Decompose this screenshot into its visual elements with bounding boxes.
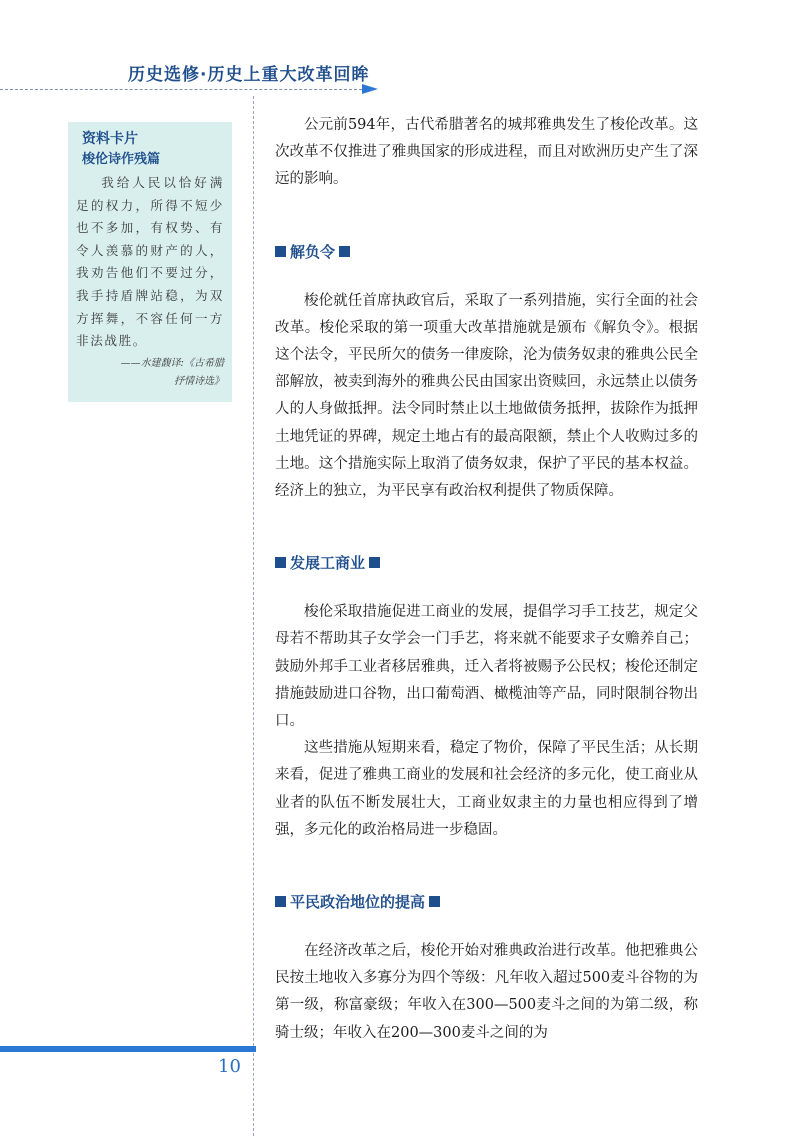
info-card-source-line2: 抒情诗选》 (174, 375, 224, 387)
section-heading-text: 平民政治地位的提高 (290, 893, 426, 912)
main-text (275, 112, 698, 1047)
arrow-icon (362, 84, 378, 94)
paragraph: 这些措施从短期来看，稳定了物价，保障了平民生活；从长期来看，促进了雅典工商业的发展和社会经济的多元化，使工商业从业者的队伍不断发展壮大，工商业奴隶主的力量也相应得到了增强，多元化的政治格局进一步稳固。 (275, 740, 698, 838)
section-heading-debt-relief (275, 240, 698, 264)
square-bullet-icon (275, 246, 286, 257)
paragraph: 在经济改革之后，梭伦开始对雅典政治进行改革。他把雅典公民按土地收入多寡分为四个等级：凡年收入超过500麦斗谷物的为第一级，称富豪级；年收入在300—500麦斗之间的为第二级，称骑士级；年收入在200—300麦斗之间的为 (275, 943, 698, 1041)
info-card-source-line1: ——水建馥译:《古希腊 (120, 357, 224, 369)
section-heading-text: 解负令 (290, 242, 336, 261)
info-card-source (76, 355, 224, 391)
footer-bar (0, 1046, 256, 1052)
info-card (68, 122, 232, 402)
square-bullet-icon (369, 557, 380, 568)
header-title: 历史选修·历史上重大改革回眸 (128, 65, 370, 85)
paragraph: 梭伦采取措施促进工商业的发展，提倡学习手工技艺，规定父母若不帮助其子女学会一门手艺，将来就不能要求子女赡养自己；鼓励外邦手工业者移居雅典，迁入者将被赐予公民权；梭伦还制定措施鼓励进口谷物，出口葡萄酒、橄榄油等产品，同时限制谷物出口。 (275, 604, 698, 730)
square-bullet-icon (339, 246, 350, 257)
info-card-poem: 我给人民以恰好满足的权力，所得不短少也不多加，有权势、有令人羡慕的财产的人，我劝告他们不要过分，我手持盾牌站稳，为双方挥舞，不容任何一方非法战胜。 (76, 175, 224, 349)
section-heading-political-status (275, 890, 698, 914)
square-bullet-icon (275, 896, 286, 907)
page-number: 10 (218, 1056, 241, 1077)
square-bullet-icon (275, 557, 286, 568)
header-dashed-rule (0, 89, 372, 90)
paragraph: 梭伦就任首席执政官后，采取了一系列措施，实行全面的社会改革。梭伦采取的第一项重大改革措施就是颁布《解负令》。根据这个法令，平民所欠的债务一律废除，沦为债务奴隶的雅典公民全部解放，被卖到海外的雅典公民由国家出资赎回，永远禁止以债务人的人身做抵押。法令同时禁止以土地做债务抵押，拔除作为抵押土地凭证的界碑，规定土地占有的最高限额，禁止个人收购过多的土地。这个措施实际上取消了债务奴隶，保护了平民的基本权益。经济上的独立，为平民享有政治权利提供了物质保障。 (275, 292, 698, 500)
section-heading-commerce (275, 551, 698, 575)
section-heading-text: 发展工商业 (290, 554, 366, 573)
column-divider (253, 96, 254, 1136)
info-card-subtitle: 梭伦诗作残篇 (82, 152, 161, 167)
info-card-title: 资料卡片 (82, 131, 138, 147)
square-bullet-icon (429, 896, 440, 907)
intro-paragraph: 公元前594年，古代希腊著名的城邦雅典发生了梭伦改革。这次改革不仅推进了雅典国家的形成进程，而且对欧洲历史产生了深远的影响。 (275, 117, 698, 188)
